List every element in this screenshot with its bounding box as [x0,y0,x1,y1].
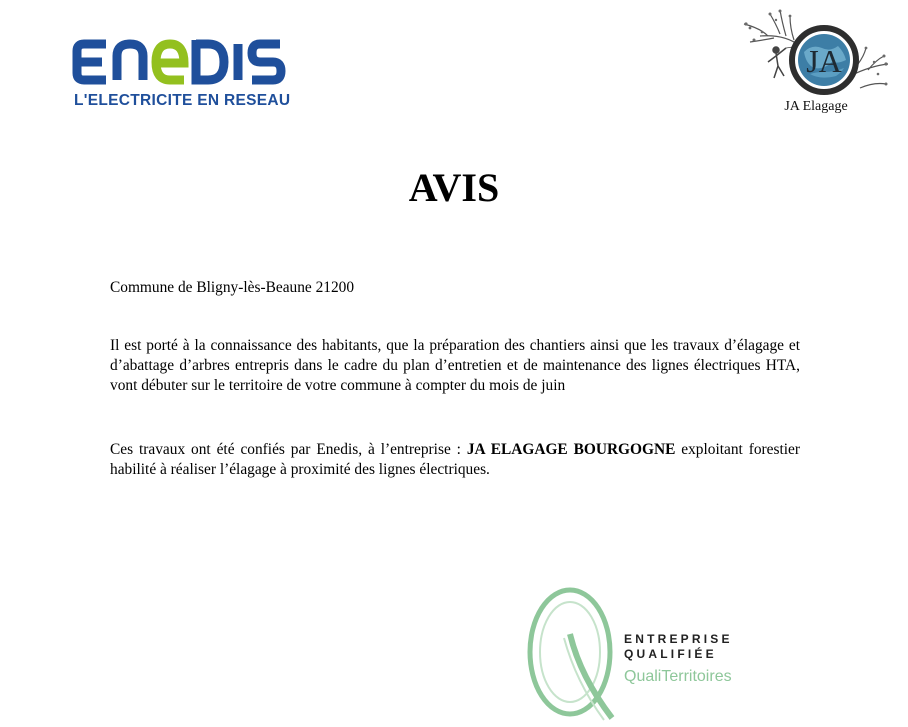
quali-label-qualifiee: QUALIFIÉE [624,647,717,661]
ja-elagage-logo [740,6,892,118]
quali-label-entreprise: ENTREPRISE [624,632,733,646]
ja-elagage-caption: JA Elagage [784,99,848,114]
contractor-paragraph [110,440,800,480]
contractor-name: JA ELAGAGE BOURGOGNE [466,441,676,458]
enedis-logo [72,36,302,114]
page-title: AVIS [408,165,500,210]
ja-monogram: JA [806,43,842,79]
enedis-tagline: L'ELECTRICITE EN RESEAU [74,92,291,109]
enedis-wordmark-icon [72,36,287,88]
q-letter-icon [524,586,624,722]
tree-climber-icon [740,6,892,102]
qualiterritoires-logo [524,586,764,722]
notice-paragraph: Il est porté à la connaissance des habitants, que la préparation des chantiers ainsi que les travaux d’élagage et d’abattage d’arbres entrepris dans le cadre du plan d’entretien et de maintenance des lignes électriques HTA, vont débuter sur le territoire de votre commune à compter du mois de juin [110,337,800,394]
commune-line: Commune de Bligny-lès-Beaune 21200 [110,279,355,296]
contractor-description: exploitant forestier habilité à réaliser l’élagage à proximité des lignes électriques. [110,441,800,478]
contractor-intro: Ces travaux ont été confiés par Enedis, à l’entreprise : [110,441,467,458]
quali-brand-name: QualiTerritoires [624,668,732,685]
